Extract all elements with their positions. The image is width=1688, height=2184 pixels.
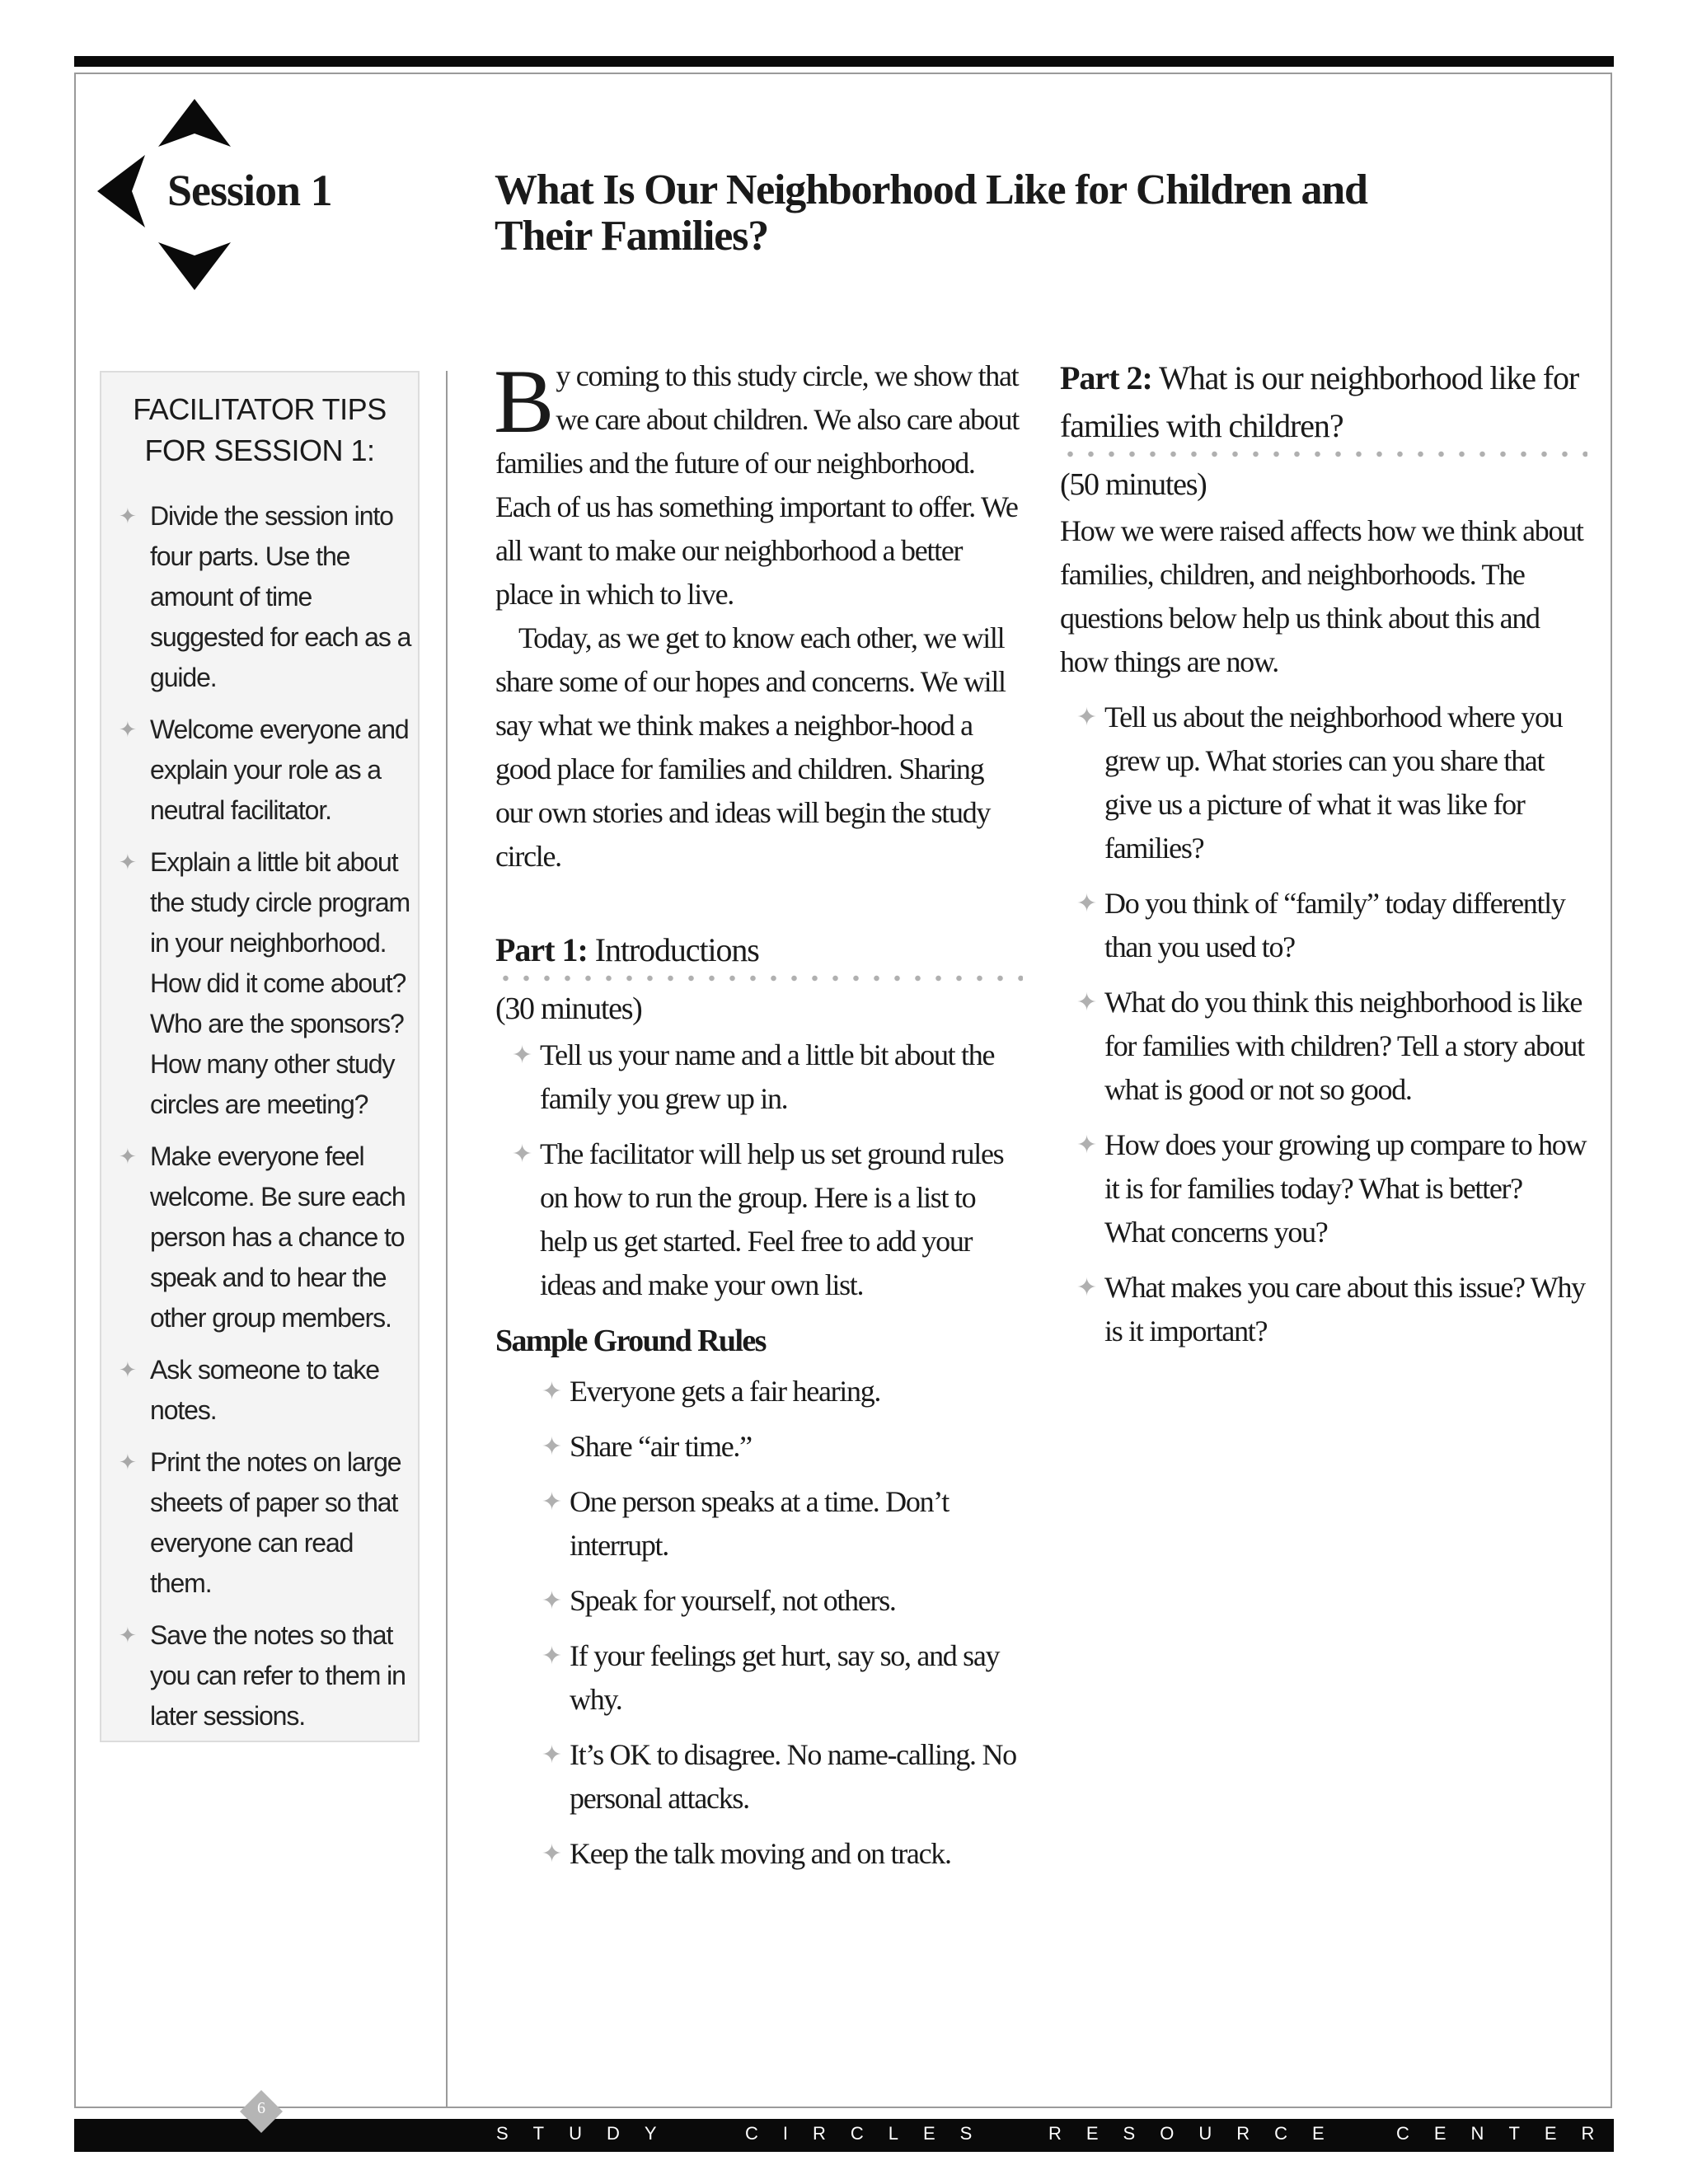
facilitator-tips-list [115,496,412,1748]
diamond-bullet-icon: ✦ [119,1144,136,1169]
list-item: ✦ Welcome everyone and explain your role as a neutral facilitator. [115,710,412,831]
part1-minutes: (30 minutes) [495,991,642,1026]
diamond-bullet-icon: ✦ [1076,890,1096,917]
list-item: ✦ How does your growing up compare to how it is for families today? What is better? What concerns you? [1060,1123,1587,1254]
footer-word-study: STUDY [496,2123,682,2144]
diamond-bullet-icon: ✦ [1076,704,1096,731]
drop-cap: B [494,351,555,452]
footer-word-resource: RESOURCE [1048,2123,1349,2144]
part2-list [1060,696,1587,1353]
diamond-bullet-icon: ✦ [542,1378,561,1405]
column-divider [446,371,448,2108]
page-number-badge [240,2090,283,2133]
diamond-bullet-icon: ✦ [542,1587,561,1615]
list-item: ✦ If your feelings get hurt, say so, and say why. [495,1634,1023,1722]
diamond-bullet-icon: ✦ [119,1623,136,1647]
list-item: ✦ Explain a little bit about the study circle program in your neighborhood. How did it come about? Who are the sponsors? How many other study circles are meeting? [115,842,412,1125]
list-item: ✦ What makes you care about this issue? Why is it important? [1060,1266,1587,1353]
part2-heading: Part 2: What is our neighborhood like for families with children? [1060,359,1579,444]
diamond-bullet-icon: ✦ [1076,989,1096,1016]
diamond-bullet-icon: ✦ [119,1450,136,1474]
part2-minutes: (50 minutes) [1060,467,1207,502]
diamond-bullet-icon: ✦ [512,1141,532,1168]
list-item: ✦ Keep the talk moving and on track. [495,1832,1023,1876]
list-item: ✦ Tell us about the neighborhood where you grew up. What stories can you share that give us a picture of what it was like for families? [1060,696,1587,870]
list-item: ✦ Share “air time.” [495,1425,1023,1469]
list-item: ✦ Print the notes on large sheets of paper so that everyone can read them. [115,1442,412,1604]
diamond-bullet-icon: ✦ [512,1042,532,1069]
diamond-bullet-icon: ✦ [542,1433,561,1460]
diamond-bullet-icon: ✦ [542,1488,561,1516]
diamond-bullet-icon: ✦ [1076,1132,1096,1159]
session-label: Session 1 [167,166,332,215]
facilitator-tips-title: FACILITATOR TIPS FOR SESSION 1: [133,392,387,467]
top-rule [74,56,1614,67]
list-item: ✦ Save the notes so that you can refer to them in later sessions. [115,1615,412,1736]
part1-list [495,1033,1023,1307]
ground-rules-heading: Sample Ground Rules [495,1324,766,1358]
diamond-bullet-icon: ✦ [542,1840,561,1868]
list-item: ✦ Make everyone feel welcome. Be sure each person has a chance to speak and to hear the other group members. [115,1137,412,1338]
list-item: ✦ It’s OK to disagree. No name-calling. No personal attacks. [495,1733,1023,1821]
page-number: 6 [257,2099,265,2117]
footer-word-circles: CIRCLES [745,2123,997,2144]
diamond-bullet-icon: ✦ [542,1741,561,1769]
list-item: ✦ Tell us your name and a little bit about the family you grew up in. [495,1033,1023,1121]
list-item: ✦ Do you think of “family” today differently than you used to? [1060,882,1587,969]
list-item: ✦ Divide the session into four parts. Use the amount of time suggested for each as a guide. [115,496,412,698]
list-item: ✦ Speak for yourself, not others. [495,1579,1023,1623]
diamond-bullet-icon: ✦ [119,504,136,528]
ground-rules-list [495,1370,1023,1876]
list-item: ✦ One person speaks at a time. Don’t interrupt. [495,1480,1023,1568]
diamond-bullet-icon: ✦ [119,850,136,874]
list-item: ✦ What do you think this neighborhood is like for families with children? Tell a story about what is good or not so good. [1060,981,1587,1112]
list-item: ✦ Ask someone to take notes. [115,1350,412,1431]
page-title: What Is Our Neighborhood Like for Children and Their Families? [495,166,1367,260]
list-item: ✦ The facilitator will help us set ground rules on how to run the group. Here is a list to help us get started. Feel free to add your ideas and make your own list. [495,1132,1023,1307]
footer-word-center: CENTER [1396,2123,1620,2144]
diamond-bullet-icon: ✦ [119,1357,136,1382]
diamond-bullet-icon: ✦ [119,717,136,742]
part1-heading: Part 1: Introductions [495,931,759,968]
dotted-divider [495,974,1023,982]
right-column [1060,354,1587,1365]
dotted-divider [1060,450,1587,458]
intro-paragraph: By coming to this study circle, we show that we care about children. We also care about families and the future of our neighborhood. Each of us has something important to offer. We all want to make our neighborhood a better place in which to live. [494,351,1019,611]
list-item: ✦ Everyone gets a fair hearing. [495,1370,1023,1413]
part2-intro: How we were raised affects how we think about families, children, and neighborhoods. The questions below help us think about this and how things are now. [1060,514,1583,678]
diamond-bullet-icon: ✦ [1076,1274,1096,1301]
middle-column [494,351,1023,1887]
diamond-bullet-icon: ✦ [542,1643,561,1670]
intro-paragraph-2: Today, as we get to know each other, we will share some of our hopes and concerns. We will say what we think makes a neighbor-hood a good place for families and children. Sharing our own stories and ideas will begin the study circle. [495,621,1006,873]
